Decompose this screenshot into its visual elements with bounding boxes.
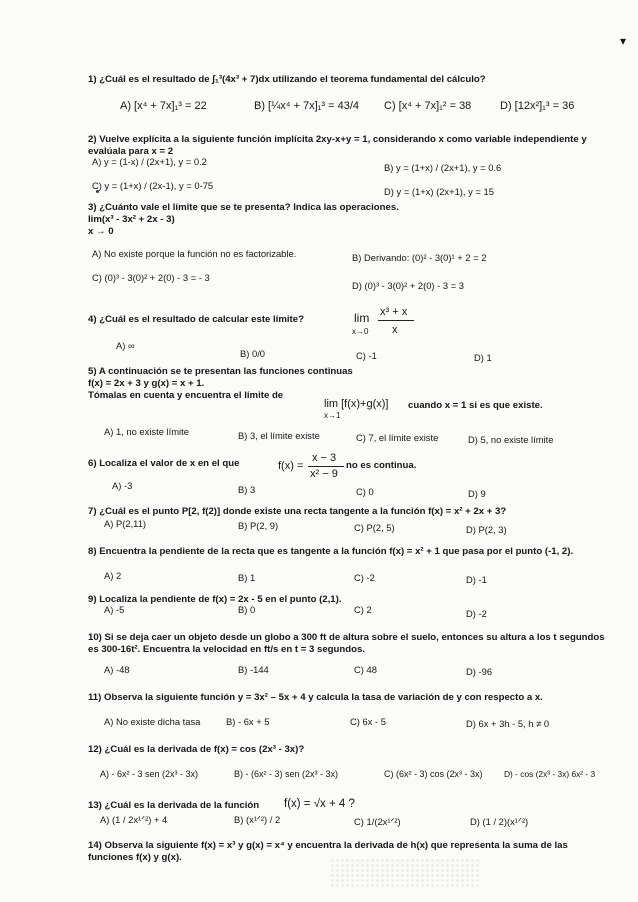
q9-option-a: A) -5 xyxy=(104,604,125,615)
question-5-stem: 5) A continuación se te presentan las funciones continuas xyxy=(88,366,353,377)
q13-option-a: A) (1 / 2x¹ᐟ²) + 4 xyxy=(100,814,168,825)
q7-option-b: B) P(2, 9) xyxy=(238,520,279,531)
question-11-stem: 11) Observa la siguiente función y = 3x² – 5x + 4 y calcula la tasa de variación de y con respecto a x. xyxy=(88,692,543,703)
question-5-condition: cuando x = 1 si es que existe. xyxy=(408,400,543,411)
question-10-stem: 10) Si se deja caer un objeto desde un globo a 300 ft de altura sobre el suelo, entonces su altura a los t segundos es 300-16t². Encuentra la velocidad en ft/s en t = 3 segundos. xyxy=(88,632,605,655)
question-14-stem: 14) Observa la siguiente f(x) = x³ y g(x) = x⁴ y encuentra la derivada de h(x) que representa la suma de las funciones f(x) y g(x). xyxy=(88,840,568,863)
q6-numerator: x − 3 xyxy=(312,452,337,464)
question-2-stem: 2) Vuelve explícita a la siguiente función implícita 2xy-x+y = 1, considerando x como variable independiente y evalúala para x = 2 xyxy=(88,134,587,157)
q6-option-b: B) 3 xyxy=(238,484,256,495)
q5-option-d: D) 5, no existe límite xyxy=(468,434,554,445)
question-7-stem: 7) ¿Cuál es el punto P[2, f(2)] donde existe una recta tangente a la función f(x) = x² + 2x + 3? xyxy=(88,506,507,517)
q4-option-b: B) 0/0 xyxy=(240,348,266,359)
question-3-expression: lim(x³ - 3x² + 2x - 3) xyxy=(88,214,175,225)
q8-option-d: D) -1 xyxy=(466,574,487,585)
q4-limit-sub: x→0 xyxy=(352,327,369,336)
q10-option-b: B) -144 xyxy=(238,664,269,675)
q4-option-a: A) ∞ xyxy=(116,340,135,351)
q2-option-b: B) y = (1+x) / (2x+1), y = 0.6 xyxy=(384,162,502,173)
q3-option-c: C) (0)³ - 3(0)² + 2(0) - 3 = - 3 xyxy=(92,272,210,283)
q10-option-d: D) -96 xyxy=(466,666,493,677)
q12-option-b: B) - (6x² - 3) sen (2x³ - 3x) xyxy=(234,769,339,779)
q6-fx: f(x) = xyxy=(278,460,304,472)
q2-option-c: C) y = (1+x) / (2x-1), y = 0-75 xyxy=(92,180,214,191)
q11-option-a: A) No existe dicha tasa xyxy=(104,716,201,727)
q13-function: f(x) = √x + 4 ? xyxy=(284,798,355,810)
q1-option-c: C) [x⁴ + 7x]₁² = 38 xyxy=(384,100,472,112)
q4-option-d: D) 1 xyxy=(474,352,492,363)
q11-option-c: C) 6x - 5 xyxy=(350,716,386,727)
q10-option-a: A) -48 xyxy=(104,664,130,675)
q6-option-c: C) 0 xyxy=(356,486,374,497)
question-3-limit-var: x → 0 xyxy=(88,226,114,237)
q6-option-d: D) 9 xyxy=(468,488,486,499)
q8-option-b: B) 1 xyxy=(238,572,256,583)
q2-option-d: D) y = (1+x) (2x+1), y = 15 xyxy=(384,186,494,197)
q9-option-b: B) 0 xyxy=(238,604,256,615)
q2-option-a: A) y = (1-x) / (2x+1), y = 0.2 xyxy=(92,156,207,167)
scan-mark: ▾ xyxy=(620,34,627,48)
question-12-stem: 12) ¿Cuál es la derivada de f(x) = cos (2x³ - 3x)? xyxy=(88,744,305,755)
question-8-stem: 8) Encuentra la pendiente de la recta que es tangente a la función f(x) = x² + 1 que pasa por el punto (-1, 2). xyxy=(88,546,574,557)
q4-denominator: x xyxy=(392,324,398,336)
q11-option-d: D) 6x + 3h - 5, h ≠ 0 xyxy=(466,718,550,729)
q8-option-c: C) -2 xyxy=(354,572,375,583)
question-3-stem: 3) ¿Cuánto vale el límite que se te presenta? Indica las operaciones. xyxy=(88,202,399,213)
q5-option-b: B) 3, el límite existe xyxy=(238,430,320,441)
q6-fraction-bar xyxy=(308,466,344,467)
q7-option-a: A) P(2,11) xyxy=(104,518,147,529)
q10-option-c: C) 48 xyxy=(354,664,377,675)
q5-limit-expression: lim [f(x)+g(x)] xyxy=(324,398,389,410)
q5-limit-sub: x→1 xyxy=(324,411,341,420)
q6-option-a: A) -3 xyxy=(112,480,133,491)
q3-option-b: B) Derivando: (0)² - 3(0)¹ + 2 = 2 xyxy=(352,252,487,263)
q4-numerator: x³ + x xyxy=(380,306,408,318)
question-6-tail: no es continua. xyxy=(346,460,417,471)
question-13-stem: 13) ¿Cuál es la derivada de la función xyxy=(88,800,260,811)
q13-option-b: B) (x¹ᐟ²) / 2 xyxy=(234,814,281,825)
q4-option-c: C) -1 xyxy=(356,350,377,361)
question-5-functions: f(x) = 2x + 3 y g(x) = x + 1. xyxy=(88,378,205,389)
q12-option-c: C) (6x² - 3) cos (2x³ - 3x) xyxy=(384,769,483,779)
question-1-stem: 1) ¿Cuál es el resultado de ∫₁³(4x³ + 7)dx utilizando el teorema fundamental del cálculo? xyxy=(88,74,486,85)
q7-option-c: C) P(2, 5) xyxy=(354,522,395,533)
q1-option-b: B) [¼x⁴ + 7x]₁³ = 43/4 xyxy=(254,100,360,112)
q1-option-d: D) [12x²]₁³ = 36 xyxy=(500,100,575,112)
q12-option-a: A) - 6x² - 3 sen (2x³ - 3x) xyxy=(100,769,199,779)
q9-option-c: C) 2 xyxy=(354,604,372,615)
question-9-stem: 9) Localiza la pendiente de f(x) = 2x - 5 en el punto (2,1). xyxy=(88,594,342,605)
question-5-instruction: Tómalas en cuenta y encuentra el límite de xyxy=(88,390,284,401)
q3-option-a: A) No existe porque la función no es factorizable. xyxy=(92,248,297,259)
q7-option-d: D) P(2, 3) xyxy=(466,524,507,535)
q5-option-c: C) 7, el límite existe xyxy=(356,432,439,443)
q13-option-d: D) (1 / 2)(x¹ᐟ²) xyxy=(470,816,529,827)
question-4-stem: 4) ¿Cuál es el resultado de calcular este límite? xyxy=(88,314,304,325)
q6-denominator: x² − 9 xyxy=(310,468,338,480)
q1-option-a: A) [x⁴ + 7x]₁³ = 22 xyxy=(120,100,207,112)
q3-option-d: D) (0)³ - 3(0)² + 2(0) - 3 = 3 xyxy=(352,280,465,291)
q4-fraction-bar xyxy=(378,320,414,321)
q12-option-d: D) - cos (2x³ - 3x) 6x² - 3 xyxy=(504,769,596,779)
q11-option-b: B) - 6x + 5 xyxy=(226,716,270,727)
q4-limit: lim xyxy=(354,311,370,325)
q9-option-d: D) -2 xyxy=(466,608,487,619)
q5-option-a: A) 1, no existe límite xyxy=(104,426,189,437)
q13-option-c: C) 1/(2x¹ᐟ²) xyxy=(354,816,401,827)
q8-option-a: A) 2 xyxy=(104,570,122,581)
question-6-stem: 6) Localiza el valor de x en el que xyxy=(88,458,240,469)
